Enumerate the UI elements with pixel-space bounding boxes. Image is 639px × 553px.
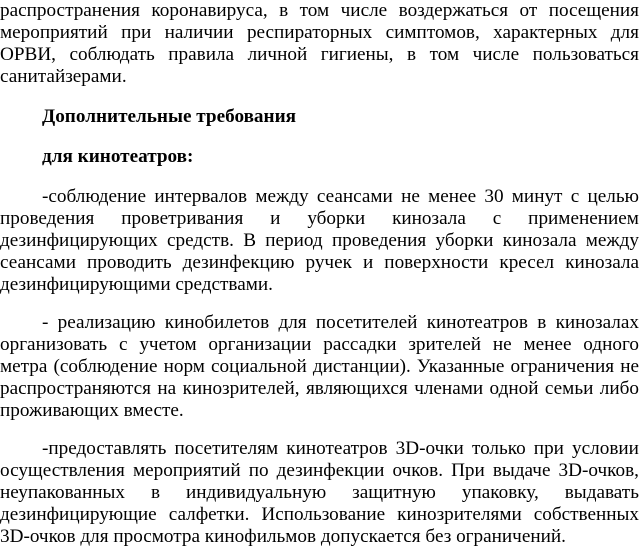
- word: между: [255, 186, 309, 207]
- word: в: [407, 44, 417, 65]
- word: и: [362, 252, 374, 273]
- word: кресел: [499, 252, 555, 273]
- intro-line-3: [0, 44, 639, 66]
- word: при: [533, 438, 564, 459]
- intervals-line-3: [0, 230, 639, 252]
- tickets-line-1: [42, 312, 639, 334]
- word: учетом: [139, 334, 197, 355]
- word: распространения: [0, 0, 140, 21]
- word: коронавируса,: [151, 0, 268, 21]
- word: в: [279, 0, 289, 21]
- word: том: [299, 0, 330, 21]
- word: 3D-очки: [395, 438, 464, 459]
- word: по: [248, 460, 269, 481]
- word: уборки: [435, 230, 494, 251]
- word: мероприятий: [0, 22, 108, 43]
- word: характерных: [493, 22, 598, 43]
- intro-line-1: [0, 0, 639, 22]
- word: респираторных: [246, 22, 373, 43]
- word: в: [150, 482, 161, 503]
- word: не: [492, 334, 512, 355]
- section-heading-line-1: Дополнительные требования: [42, 106, 297, 127]
- word: защитную: [352, 482, 436, 503]
- word: являющихся: [305, 378, 408, 399]
- section-heading-line-2: для кинотеатров:: [42, 146, 194, 167]
- word: кинозала: [502, 230, 577, 251]
- word: салфетки.: [168, 504, 250, 525]
- word: При: [451, 460, 485, 481]
- word: -: [42, 312, 49, 333]
- intervals-line-2: [0, 208, 639, 230]
- glasses-line-1: [42, 438, 639, 460]
- word: дистанции).: [312, 356, 411, 377]
- glasses-line-5: 3D-очков для просмотра кинофильмов допускается без ограничений.: [0, 526, 566, 547]
- word: кинозала: [392, 208, 466, 229]
- word: не: [620, 356, 639, 377]
- word: норм: [163, 356, 205, 377]
- word: дезинфекцию: [182, 252, 295, 273]
- word: ОРВИ,: [0, 44, 56, 65]
- word: воздержаться: [398, 0, 509, 21]
- word: соблюдать: [69, 44, 155, 65]
- word: кинозала: [565, 252, 639, 273]
- word: дезинфекции: [276, 460, 385, 481]
- word: для: [278, 312, 307, 333]
- word: гигиены,: [320, 44, 394, 65]
- word: мероприятий: [132, 460, 241, 481]
- word: интервалов: [154, 186, 248, 207]
- word: либо: [599, 378, 639, 399]
- word: -соблюдение: [42, 186, 147, 207]
- word: зрителей: [408, 334, 482, 355]
- tickets-line-3: [0, 356, 639, 378]
- word: от: [519, 0, 538, 21]
- intervals-line-5: дезинфицирующими средствами.: [0, 274, 273, 295]
- word: том: [429, 44, 460, 65]
- word: ограничения: [510, 356, 615, 377]
- word: одной: [489, 378, 539, 399]
- word: целью: [587, 186, 639, 207]
- word: между: [585, 230, 639, 251]
- glasses-line-4: [0, 504, 639, 526]
- word: 3D-очков,: [558, 460, 639, 481]
- word: кинотеатров: [286, 438, 388, 459]
- word: кинобилетов: [164, 312, 270, 333]
- word: В: [243, 230, 256, 251]
- word: и: [270, 208, 281, 229]
- word: личной: [247, 44, 308, 65]
- word: осуществления: [0, 460, 125, 481]
- word: одного: [583, 334, 639, 355]
- word: условии: [572, 438, 639, 459]
- word: посетителям: [174, 438, 279, 459]
- word: кинозрителей,: [182, 378, 300, 399]
- word: наличии: [164, 22, 234, 43]
- word: сеансами: [0, 252, 76, 273]
- intro-line-4: санитайзерами.: [0, 66, 127, 87]
- word: метра: [0, 356, 48, 377]
- tickets-line-2: [0, 334, 639, 356]
- word: только: [471, 438, 526, 459]
- word: при: [121, 22, 152, 43]
- word: проведения: [0, 208, 95, 229]
- word: проведения: [331, 230, 427, 251]
- word: период: [265, 230, 323, 251]
- word: -предоставлять: [42, 438, 167, 459]
- word: кинотеатров: [426, 312, 528, 333]
- word: поверхности: [384, 252, 489, 273]
- intervals-line-4: [0, 252, 639, 274]
- word: в: [537, 312, 547, 333]
- word: симптомов,: [385, 22, 480, 43]
- word: кинозрителями: [397, 504, 522, 525]
- word: уборки: [307, 208, 366, 229]
- word: сеансами: [316, 186, 393, 207]
- word: с: [570, 186, 580, 207]
- word: Использование: [261, 504, 386, 525]
- word: реализацию: [57, 312, 156, 333]
- word: минут: [511, 186, 563, 207]
- word: с: [118, 334, 128, 355]
- word: не: [401, 186, 420, 207]
- word: (соблюдение: [53, 356, 158, 377]
- glasses-line-3: [0, 482, 639, 504]
- word: 30: [484, 186, 504, 207]
- word: неупакованных: [0, 482, 125, 503]
- word: членами: [414, 378, 484, 399]
- word: социальной: [211, 356, 307, 377]
- word: для: [610, 22, 639, 43]
- word: посетителей: [315, 312, 418, 333]
- word: очков.: [392, 460, 443, 481]
- glasses-line-2: [0, 460, 639, 482]
- word: менее: [428, 186, 477, 207]
- word: ручек: [305, 252, 352, 273]
- word: организовать: [0, 334, 108, 355]
- word: собственных: [533, 504, 639, 525]
- word: средств.: [167, 230, 234, 251]
- word: кинозалах: [555, 312, 639, 333]
- word: организации: [208, 334, 312, 355]
- tickets-line-4: [0, 378, 639, 400]
- word: распространяются: [0, 378, 151, 399]
- word: дезинфицирующих: [0, 230, 158, 251]
- word: проветривания: [121, 208, 244, 229]
- word: упаковку,: [461, 482, 539, 503]
- word: с: [492, 208, 502, 229]
- word: числе: [340, 0, 388, 21]
- word: выдавать: [564, 482, 639, 503]
- word: проводить: [87, 252, 172, 273]
- word: посещения: [548, 0, 639, 21]
- word: рассадки: [323, 334, 397, 355]
- word: семьи: [544, 378, 594, 399]
- word: применением: [528, 208, 639, 229]
- word: менее: [523, 334, 572, 355]
- word: Указанные: [416, 356, 505, 377]
- word: числе: [472, 44, 520, 65]
- word: дезинфицирующие: [0, 504, 157, 525]
- word: выдаче: [492, 460, 551, 481]
- word: индивидуальную: [185, 482, 327, 503]
- word: правила: [168, 44, 235, 65]
- word: пользоваться: [532, 44, 639, 65]
- intro-line-2: [0, 22, 639, 44]
- word: на: [157, 378, 177, 399]
- intervals-line-1: [42, 186, 639, 208]
- tickets-line-5: проживающих вместе.: [0, 400, 184, 421]
